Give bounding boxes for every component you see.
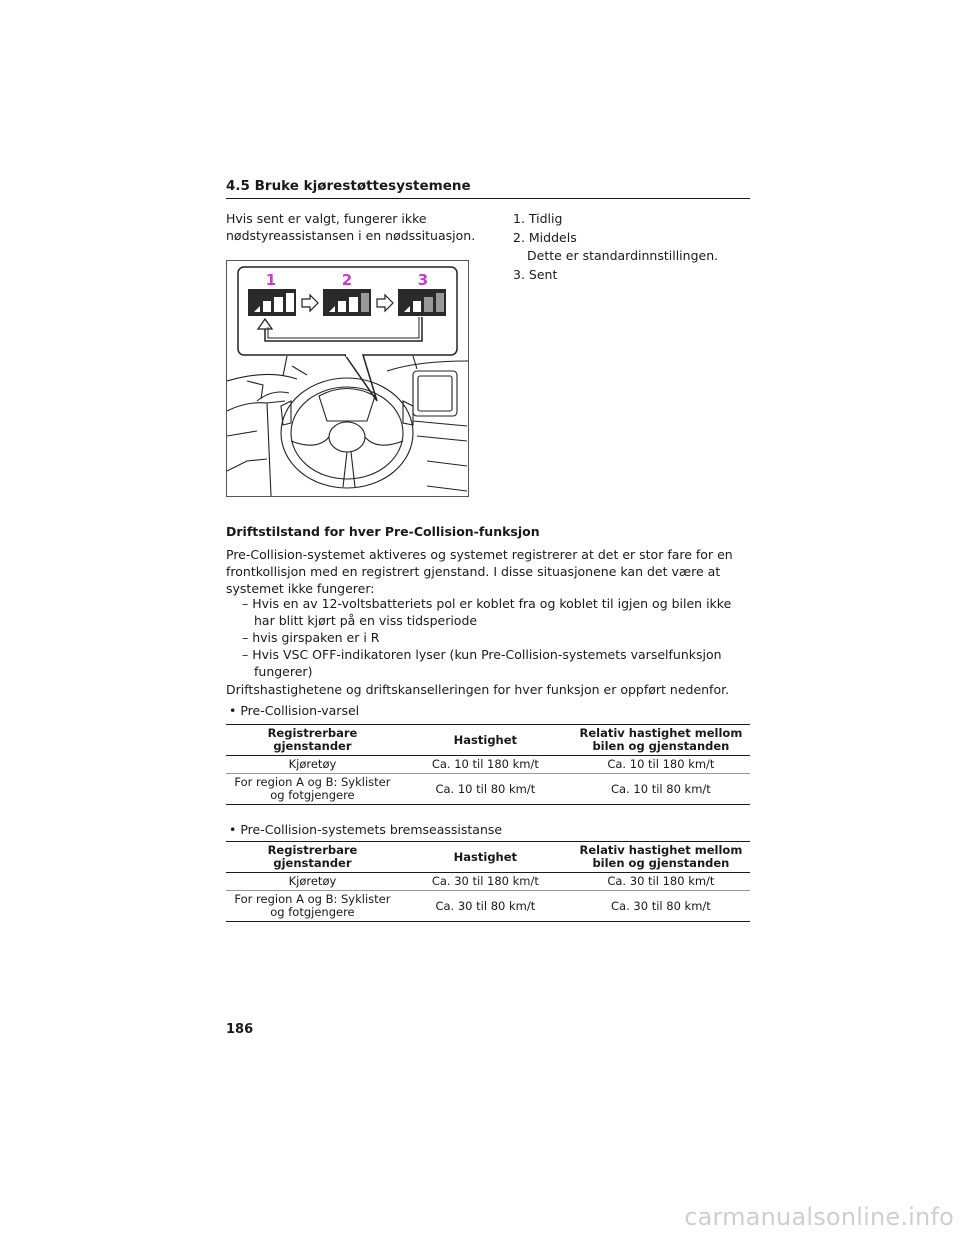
table-row: [226, 756, 750, 774]
sensitivity-icon-3: [398, 289, 446, 316]
table-cell: Ca. 30 til 80 km/t: [435, 898, 536, 913]
table-cell: Ca. 10 til 80 km/t: [435, 781, 536, 796]
table-header-cell: Registrerbare gjenstander: [267, 726, 358, 753]
figure-label-2: 2: [341, 271, 353, 289]
mode-item-medium: 2. Middels: [513, 229, 577, 245]
table-row: [226, 774, 750, 805]
section-header: 4.5 Bruke kjørestøttesystemene: [226, 178, 750, 199]
warning-speed-table: [226, 724, 750, 805]
bullet-brake-assist: • Pre-Collision-systemets bremseassistanse: [229, 822, 503, 837]
mode-item-medium-note: Dette er standardinnstillingen.: [527, 248, 719, 263]
table-header-row: [226, 725, 750, 756]
paragraph-intro: Pre-Collision-systemet aktiveres og systemet registrerer at det er stor fare for en frontkollisjon med en registrert gjenstand. I disse situasjonene kan det være at systemet ikke fungerer:: [226, 547, 733, 596]
condition-item: – Hvis VSC OFF-indikatoren lyser (kun Pre-Collision-systemets varselfunksjon fungerer): [242, 647, 722, 679]
mode-item-late: 3. Sent: [513, 266, 558, 282]
condition-list: [242, 595, 742, 680]
table-cell: For region A og B: Syklister og fotgjengere: [234, 775, 391, 802]
mode-item-early: 1. Tidlig: [513, 211, 563, 226]
table-header-cell: Hastighet: [453, 732, 518, 747]
mode-list: [513, 210, 753, 284]
table-cell: Ca. 10 til 80 km/t: [611, 781, 711, 796]
sensitivity-icon-1: [248, 289, 296, 316]
table-cell: Ca. 10 til 180 km/t: [431, 757, 539, 771]
table-cell: Kjøretøy: [288, 757, 337, 771]
table-row: [226, 873, 750, 891]
condition-item: – hvis girspaken er i R: [242, 630, 380, 645]
sensitivity-icon-2: [323, 289, 371, 316]
table-cell: For region A og B: Syklister og fotgjengere: [234, 892, 391, 919]
page-number: 186: [226, 1022, 254, 1037]
table-cell: Kjøretøy: [288, 874, 337, 888]
table-header-cell: Relativ hastighet mellom bilen og gjenstanden: [579, 843, 743, 870]
brake-assist-speed-table: [226, 841, 750, 922]
bullet-pre-collision-warning: • Pre-Collision-varsel: [229, 703, 360, 718]
intro-text: Hvis sent er valgt, fungerer ikke nødstyreassistansen i en nødssituasjon.: [226, 211, 476, 243]
table-header-cell: Registrerbare gjenstander: [267, 843, 358, 870]
subheading: Driftstilstand for hver Pre-Collision-funksjon: [226, 524, 540, 539]
table-cell: Ca. 30 til 180 km/t: [431, 874, 539, 888]
table-header-cell: Relativ hastighet mellom bilen og gjenstanden: [579, 726, 743, 753]
table-header-cell: Hastighet: [453, 849, 518, 864]
watermark: carmanualsonline.info: [684, 1203, 954, 1231]
paragraph-speeds: Driftshastighetene og driftskanselleringen for hver funksjon er oppført nedenfor.: [226, 682, 730, 697]
figure-label-1: 1: [265, 271, 277, 289]
table-header-row: [226, 842, 750, 873]
dashboard-illustration: [226, 260, 469, 497]
table-row: [226, 891, 750, 922]
figure-label-3: 3: [417, 271, 429, 289]
table-cell: Ca. 30 til 80 km/t: [611, 898, 711, 913]
table-cell: Ca. 30 til 180 km/t: [607, 874, 715, 888]
table-cell: Ca. 10 til 180 km/t: [607, 757, 715, 771]
condition-item: – Hvis en av 12-voltsbatteriets pol er koblet fra og koblet til igjen og bilen ikke har blitt kjørt på en viss tidsperiode: [242, 596, 732, 628]
